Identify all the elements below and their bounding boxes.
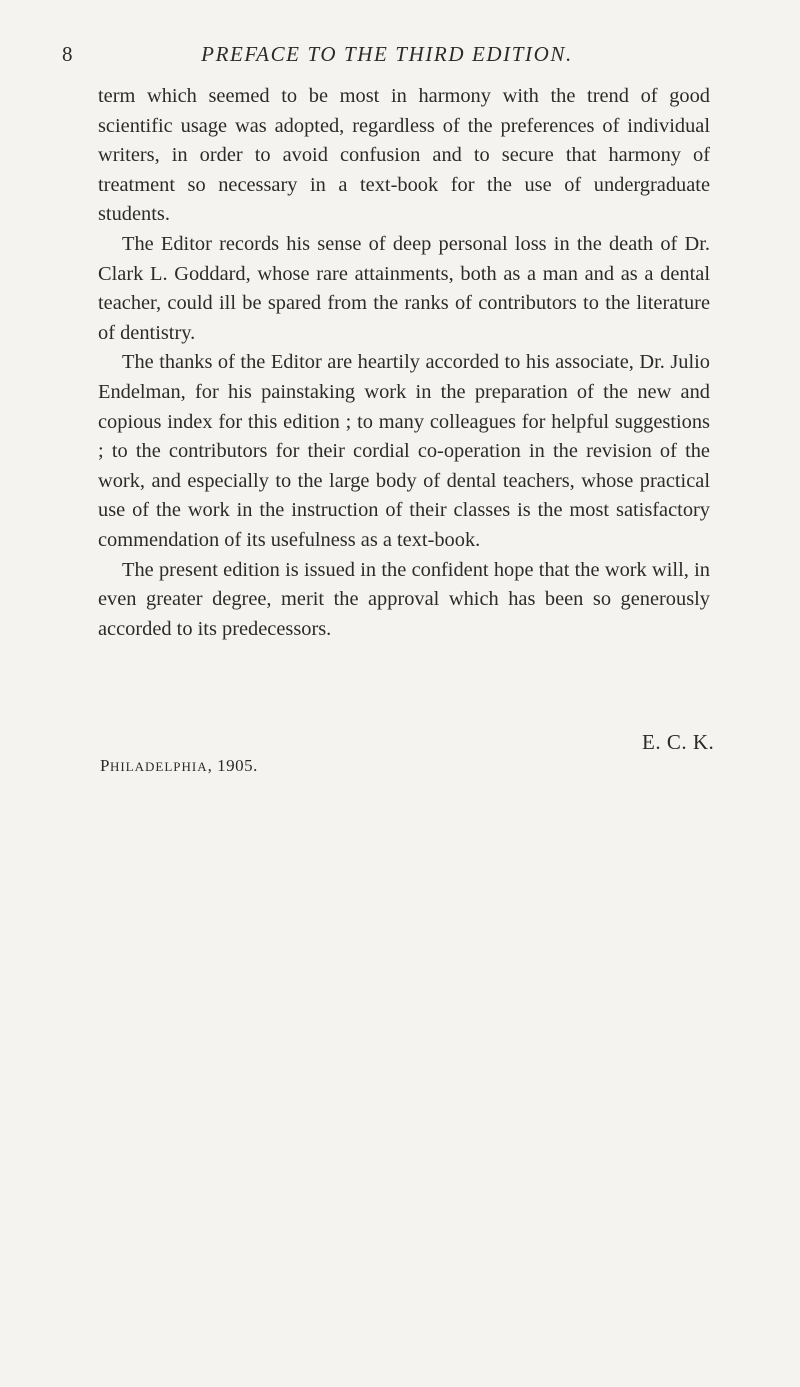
paragraph-present-edition: The present edition is issued in the confident hope that the work will, in even greater degree, merit the approval which has been so generously accorded to its predecessors. — [98, 558, 710, 640]
paragraph-goddard: The Editor records his sense of deep personal loss in the death of Dr. Clark L. Goddard, whose rare attainments, both as a man and as a dental teacher, could ill be spared from the ranks of contributors to the literature of dentistry. — [98, 232, 710, 344]
dateline-year: , 1905. — [207, 756, 258, 775]
dateline-place-initial: P — [100, 756, 110, 775]
page-number: 8 — [62, 42, 73, 66]
dateline-place-rest: HILADELPHIA — [109, 759, 208, 774]
paragraph-thanks: The thanks of the Editor are heartily accorded to his associate, Dr. Julio Endelman, for his painstaking work in the preparation of the new and copious index for this edition ; to many colleagues for helpful suggestions ; to the contributors for their cordial co-operation in the revision of the work, and especially to the large body of dental teachers, whose practical use of the work in the instruction of their classes is the most satisfactory commendation of its usefulness as a text-book. — [98, 351, 710, 551]
paragraph-continuation: term which seemed to be most in harmony with the trend of good scientific usage was adopted, regardless of the preferences of individual writers, in order to avoid confusion and to secure that harmony of treatment so necessary in a text-book for the use of undergraduate students. — [98, 85, 710, 226]
signature-initials: E. C. K. — [642, 730, 715, 754]
running-head — [62, 42, 712, 72]
dateline — [100, 756, 258, 776]
preface-body — [98, 82, 710, 644]
running-head-title: PREFACE TO THE THIRD EDITION. — [201, 42, 573, 66]
